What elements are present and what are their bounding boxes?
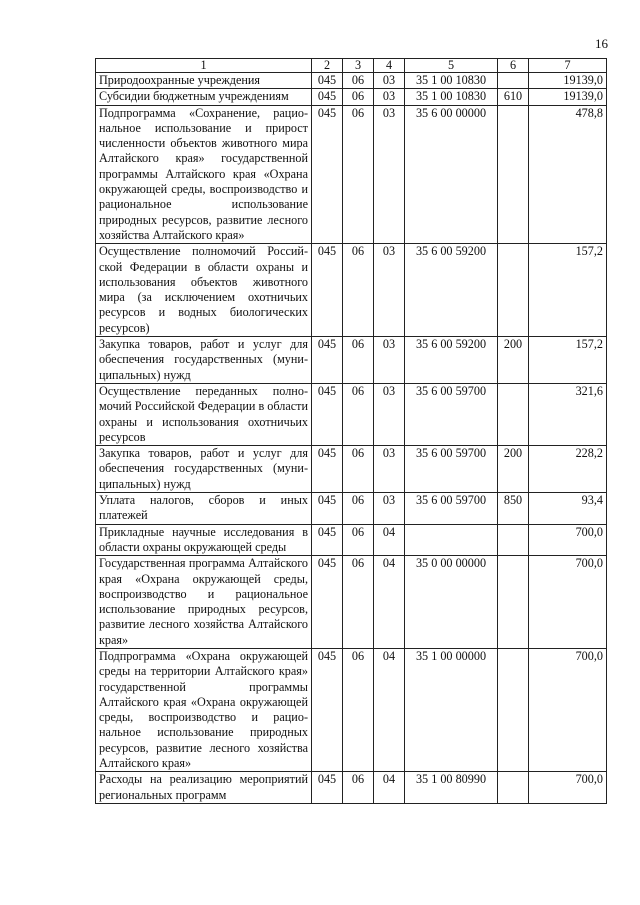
row-target-code: 35 6 00 59700	[405, 493, 498, 525]
row-amount: 93,4	[529, 493, 607, 525]
row-ministry-code: 045	[312, 556, 343, 649]
row-name: Расходы на реализацию мероприятий региональных программ	[96, 772, 312, 804]
row-section-code: 06	[343, 73, 374, 89]
row-expense-type: 200	[498, 446, 529, 493]
row-section-code: 06	[343, 244, 374, 337]
table-row	[96, 648, 607, 771]
row-subsection-code: 03	[374, 105, 405, 244]
row-ministry-code: 045	[312, 648, 343, 771]
row-target-code: 35 1 00 80990	[405, 772, 498, 804]
row-amount: 321,6	[529, 383, 607, 445]
table-row	[96, 446, 607, 493]
row-target-code: 35 6 00 59200	[405, 244, 498, 337]
row-name: Прикладные научные исследования в области охраны окружающей среды	[96, 524, 312, 556]
budget-table	[95, 58, 607, 804]
row-expense-type: 850	[498, 493, 529, 525]
row-ministry-code: 045	[312, 446, 343, 493]
row-expense-type	[498, 524, 529, 556]
row-section-code: 06	[343, 446, 374, 493]
row-amount: 700,0	[529, 772, 607, 804]
row-subsection-code: 04	[374, 556, 405, 649]
row-section-code: 06	[343, 524, 374, 556]
row-subsection-code: 03	[374, 383, 405, 445]
page-number: 16	[595, 36, 608, 51]
row-ministry-code: 045	[312, 772, 343, 804]
row-target-code: 35 1 00 10830	[405, 73, 498, 89]
column-header: 6	[498, 59, 529, 73]
row-target-code: 35 6 00 59700	[405, 446, 498, 493]
row-subsection-code: 03	[374, 493, 405, 525]
row-amount: 157,2	[529, 337, 607, 384]
row-amount: 19139,0	[529, 89, 607, 105]
column-header: 5	[405, 59, 498, 73]
row-name: Субсидии бюджетным учреждениям	[96, 89, 312, 105]
row-amount: 157,2	[529, 244, 607, 337]
table-row	[96, 383, 607, 445]
row-ministry-code: 045	[312, 244, 343, 337]
column-header: 4	[374, 59, 405, 73]
column-header: 7	[529, 59, 607, 73]
row-section-code: 06	[343, 89, 374, 105]
row-subsection-code: 03	[374, 337, 405, 384]
row-amount: 478,8	[529, 105, 607, 244]
row-expense-type	[498, 556, 529, 649]
row-ministry-code: 045	[312, 337, 343, 384]
row-name: Подпрограмма «Охрана окружающей среды на территории Алтайского края» государственной программы Алтайского края «Охрана окружающей среды, воспроизводство и рациональное использование природных ресурсов, развитие лесного хозяйства Алтайского края»	[96, 648, 312, 771]
row-ministry-code: 045	[312, 89, 343, 105]
row-target-code: 35 6 00 59200	[405, 337, 498, 384]
row-target-code	[405, 524, 498, 556]
row-expense-type	[498, 648, 529, 771]
table-row	[96, 73, 607, 89]
row-section-code: 06	[343, 105, 374, 244]
row-amount: 228,2	[529, 446, 607, 493]
table-row	[96, 772, 607, 804]
row-subsection-code: 03	[374, 244, 405, 337]
row-subsection-code: 04	[374, 524, 405, 556]
row-expense-type	[498, 383, 529, 445]
row-section-code: 06	[343, 556, 374, 649]
row-name: Государственная программа Алтайского края «Охрана окружающей среды, воспроизводство и рациональное использование природных ресурсов, развитие лесного хозяйства Алтайского края»	[96, 556, 312, 649]
row-target-code: 35 1 00 10830	[405, 89, 498, 105]
row-name: Осуществление полномочий Российской Федерации в области охраны и использования объектов животного мира (за исключением охотничьих ресурсов и водных биологических ресурсов)	[96, 244, 312, 337]
row-expense-type	[498, 244, 529, 337]
row-ministry-code: 045	[312, 105, 343, 244]
row-name: Подпрограмма «Сохранение, рациональное использование и прирост численности объектов животного мира Алтайского края» государственной программы Алтайского края «Охрана окружающей среды, воспроизводство и рациональное использование природных ресурсов, развитие лесного хозяйства Алтайского края»	[96, 105, 312, 244]
row-subsection-code: 03	[374, 446, 405, 493]
row-ministry-code: 045	[312, 73, 343, 89]
table-row	[96, 493, 607, 525]
row-name: Закупка товаров, работ и услуг для обеспечения государственных (муниципальных) нужд	[96, 446, 312, 493]
row-amount: 700,0	[529, 648, 607, 771]
row-target-code: 35 0 00 00000	[405, 556, 498, 649]
row-subsection-code: 03	[374, 73, 405, 89]
column-header: 1	[96, 59, 312, 73]
row-ministry-code: 045	[312, 524, 343, 556]
row-expense-type	[498, 772, 529, 804]
row-section-code: 06	[343, 648, 374, 771]
row-expense-type	[498, 105, 529, 244]
table-row	[96, 337, 607, 384]
row-name: Уплата налогов, сборов и иных платежей	[96, 493, 312, 525]
header-row	[96, 59, 607, 73]
row-section-code: 06	[343, 337, 374, 384]
row-section-code: 06	[343, 383, 374, 445]
column-header: 2	[312, 59, 343, 73]
row-name: Осуществление переданных полномочий Российской Федерации в области охраны и использования охотничьих ресурсов	[96, 383, 312, 445]
row-target-code: 35 6 00 00000	[405, 105, 498, 244]
table-row	[96, 524, 607, 556]
row-expense-type	[498, 73, 529, 89]
table-row	[96, 89, 607, 105]
row-section-code: 06	[343, 493, 374, 525]
table-row	[96, 556, 607, 649]
table-row	[96, 105, 607, 244]
row-name: Закупка товаров, работ и услуг для обеспечения государственных (муниципальных) нужд	[96, 337, 312, 384]
table-row	[96, 244, 607, 337]
row-section-code: 06	[343, 772, 374, 804]
row-subsection-code: 04	[374, 772, 405, 804]
row-name: Природоохранные учреждения	[96, 73, 312, 89]
row-ministry-code: 045	[312, 493, 343, 525]
row-amount: 700,0	[529, 556, 607, 649]
row-amount: 19139,0	[529, 73, 607, 89]
row-amount: 700,0	[529, 524, 607, 556]
row-target-code: 35 1 00 00000	[405, 648, 498, 771]
row-expense-type: 610	[498, 89, 529, 105]
row-expense-type: 200	[498, 337, 529, 384]
row-target-code: 35 6 00 59700	[405, 383, 498, 445]
row-subsection-code: 03	[374, 89, 405, 105]
row-ministry-code: 045	[312, 383, 343, 445]
column-header: 3	[343, 59, 374, 73]
row-subsection-code: 04	[374, 648, 405, 771]
